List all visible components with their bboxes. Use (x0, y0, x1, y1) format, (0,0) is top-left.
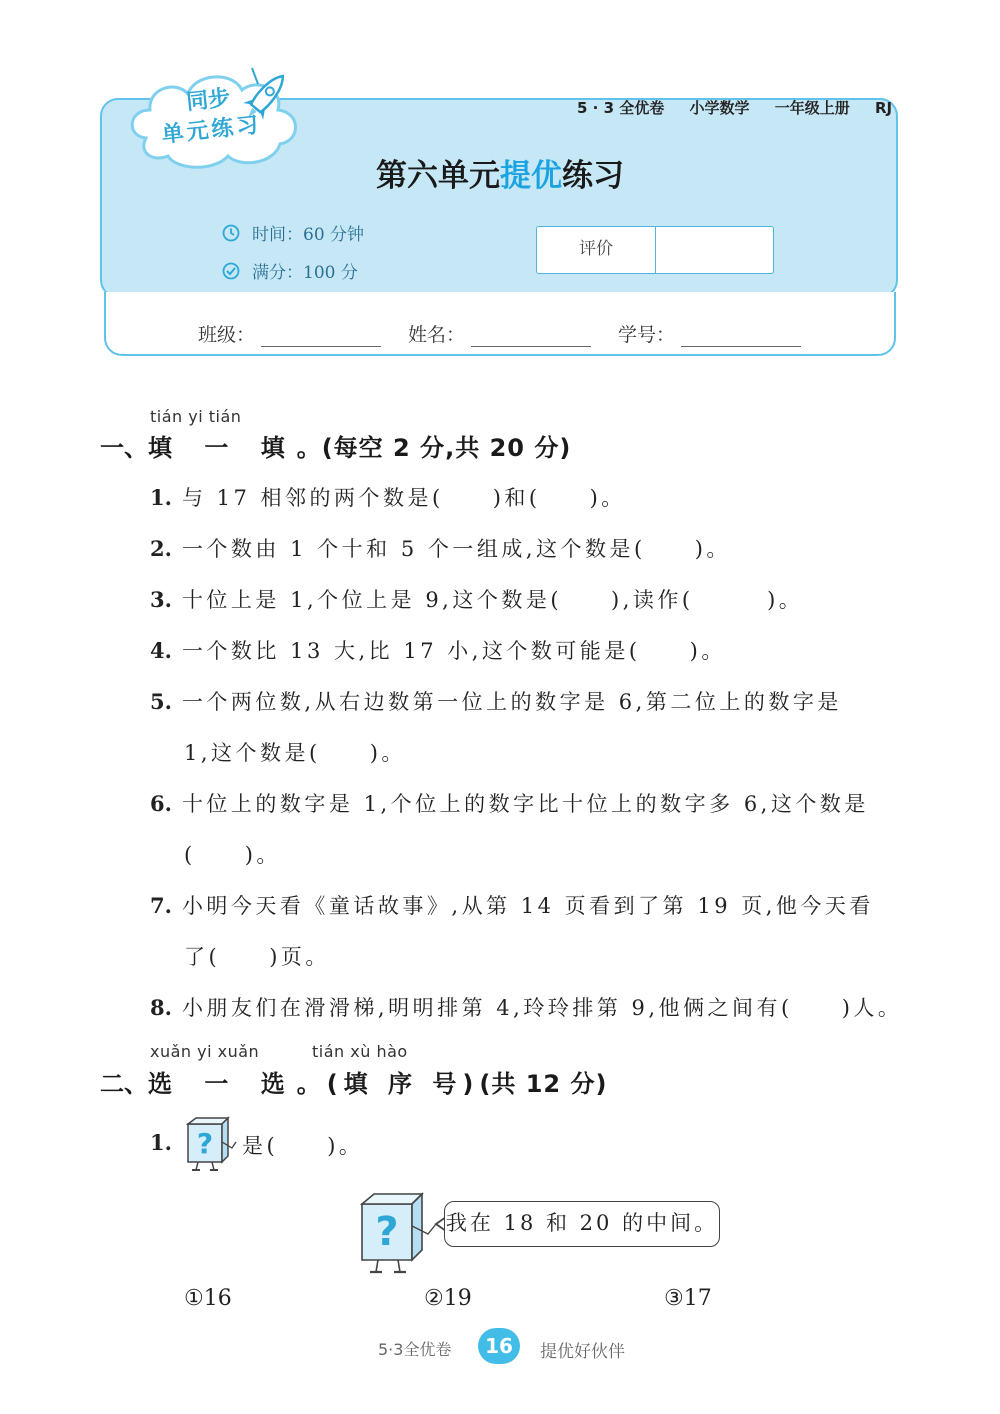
section2-title2: 。(填 序 号) (296, 1070, 480, 1098)
question-7-continued: 了( )页。 (184, 945, 330, 969)
class-label: 班级： (198, 324, 256, 346)
book-meta (577, 97, 892, 118)
cube-question-mark: ? (196, 1127, 214, 1160)
question-5 (150, 686, 842, 716)
book-subject: 小学数学 (689, 99, 750, 117)
question-number: 1. (150, 1130, 172, 1155)
footer-series: 5·3全优卷 (378, 1340, 452, 1359)
section2-title: 选 一 选 (148, 1070, 297, 1098)
question-number: 8. (150, 995, 172, 1020)
question-text: 十位上的数字是 1,个位上的数字比十位上的数字多 6,这个数是 (181, 792, 869, 816)
title-part1: 第六单元 (376, 158, 500, 194)
cube-question-mark-large: ? (375, 1209, 399, 1255)
student-id-input[interactable] (681, 324, 801, 347)
student-id-label: 学号： (618, 324, 676, 346)
question-6 (150, 788, 869, 818)
section2-score: (共 12 分) (479, 1070, 608, 1098)
question-7 (150, 890, 874, 920)
clock-icon (222, 224, 240, 242)
score-label: 满分：100 分 (252, 263, 358, 283)
question-number: 7. (150, 893, 172, 918)
question-8 (150, 992, 902, 1022)
book-grade: 一年级上册 (774, 99, 850, 117)
question-text: 小朋友们在滑滑梯,明明排第 4,玲玲排第 9,他俩之间有( )人。 (181, 996, 903, 1020)
question-number: 6. (150, 791, 172, 816)
footer-slogan: 提优好伙伴 (540, 1342, 625, 1362)
badge-line2: 单元练习 (160, 112, 263, 149)
section1-heading (100, 428, 571, 463)
question-text: 小明今天看《童话故事》,从第 14 页看到了第 19 页,他今天看 (181, 894, 874, 918)
title-part2: 练习 (562, 158, 624, 194)
title-highlight: 提优 (500, 158, 562, 194)
question-number: 4. (150, 638, 172, 663)
option-2: ②19 (424, 1286, 472, 1311)
section2-pinyin-2: tián xù hào (312, 1042, 408, 1061)
speaking-cube-icon (356, 1190, 442, 1276)
section2-pinyin-1: xuǎn yi xuǎn (150, 1042, 260, 1061)
question-4 (150, 635, 726, 665)
question-text: 一个数比 13 大,比 17 小,这个数可能是( )。 (181, 639, 726, 663)
page-number: 16 (478, 1328, 520, 1364)
book-series: 5 · 3 全优卷 (577, 99, 665, 117)
name-label: 姓名： (408, 324, 466, 346)
time-row (222, 220, 364, 245)
question-6-continued: ( )。 (184, 843, 281, 867)
question-5-continued: 1,这个数是( )。 (184, 741, 406, 765)
time-label: 时间：60 分钟 (252, 225, 365, 245)
question-text: 一个两位数,从右边数第一位上的数字是 6,第二位上的数字是 (181, 690, 842, 714)
student-id-field (618, 320, 801, 347)
evaluation-label: 评价 (537, 227, 656, 273)
question-text: 一个数由 1 个十和 5 个一组成,这个数是( )。 (181, 537, 731, 561)
section1-number: 一、 (100, 434, 148, 462)
question-number: 2. (150, 536, 172, 561)
evaluation-box (536, 226, 774, 274)
question-2 (150, 533, 731, 563)
section2-heading (100, 1064, 607, 1099)
question-number: 1. (150, 485, 172, 510)
checkmark-icon (222, 262, 240, 280)
section1-pinyin: tián yi tián (150, 407, 242, 426)
section1-score: 。(每空 2 分,共 20 分) (296, 434, 572, 462)
question-1 (150, 482, 626, 512)
choice-question-1-text: 是( )。 (242, 1134, 364, 1158)
name-field (408, 320, 591, 347)
choice-question-1 (150, 1130, 182, 1155)
question-number: 5. (150, 689, 172, 714)
name-input[interactable] (471, 324, 591, 347)
book-edition: RJ (874, 99, 893, 117)
class-field (198, 320, 381, 347)
question-cube-icon (182, 1116, 240, 1174)
question-text: 十位上是 1,个位上是 9,这个数是( ),读作( )。 (181, 588, 804, 612)
page-title (300, 150, 700, 195)
section1-title: 填 一 填 (148, 434, 297, 462)
badge-label (147, 80, 273, 152)
question-3 (150, 584, 803, 614)
question-text: 与 17 相邻的两个数是( )和( )。 (181, 486, 626, 510)
section2-number: 二、 (100, 1070, 148, 1098)
speech-bubble: 我在 18 和 20 的中间。 (444, 1201, 720, 1247)
option-3: ③17 (664, 1286, 712, 1311)
evaluation-input[interactable] (656, 227, 773, 273)
option-1: ①16 (184, 1286, 232, 1311)
class-input[interactable] (261, 324, 381, 347)
badge-line1: 同步 (185, 85, 232, 116)
question-number: 3. (150, 587, 172, 612)
score-row (222, 258, 358, 283)
